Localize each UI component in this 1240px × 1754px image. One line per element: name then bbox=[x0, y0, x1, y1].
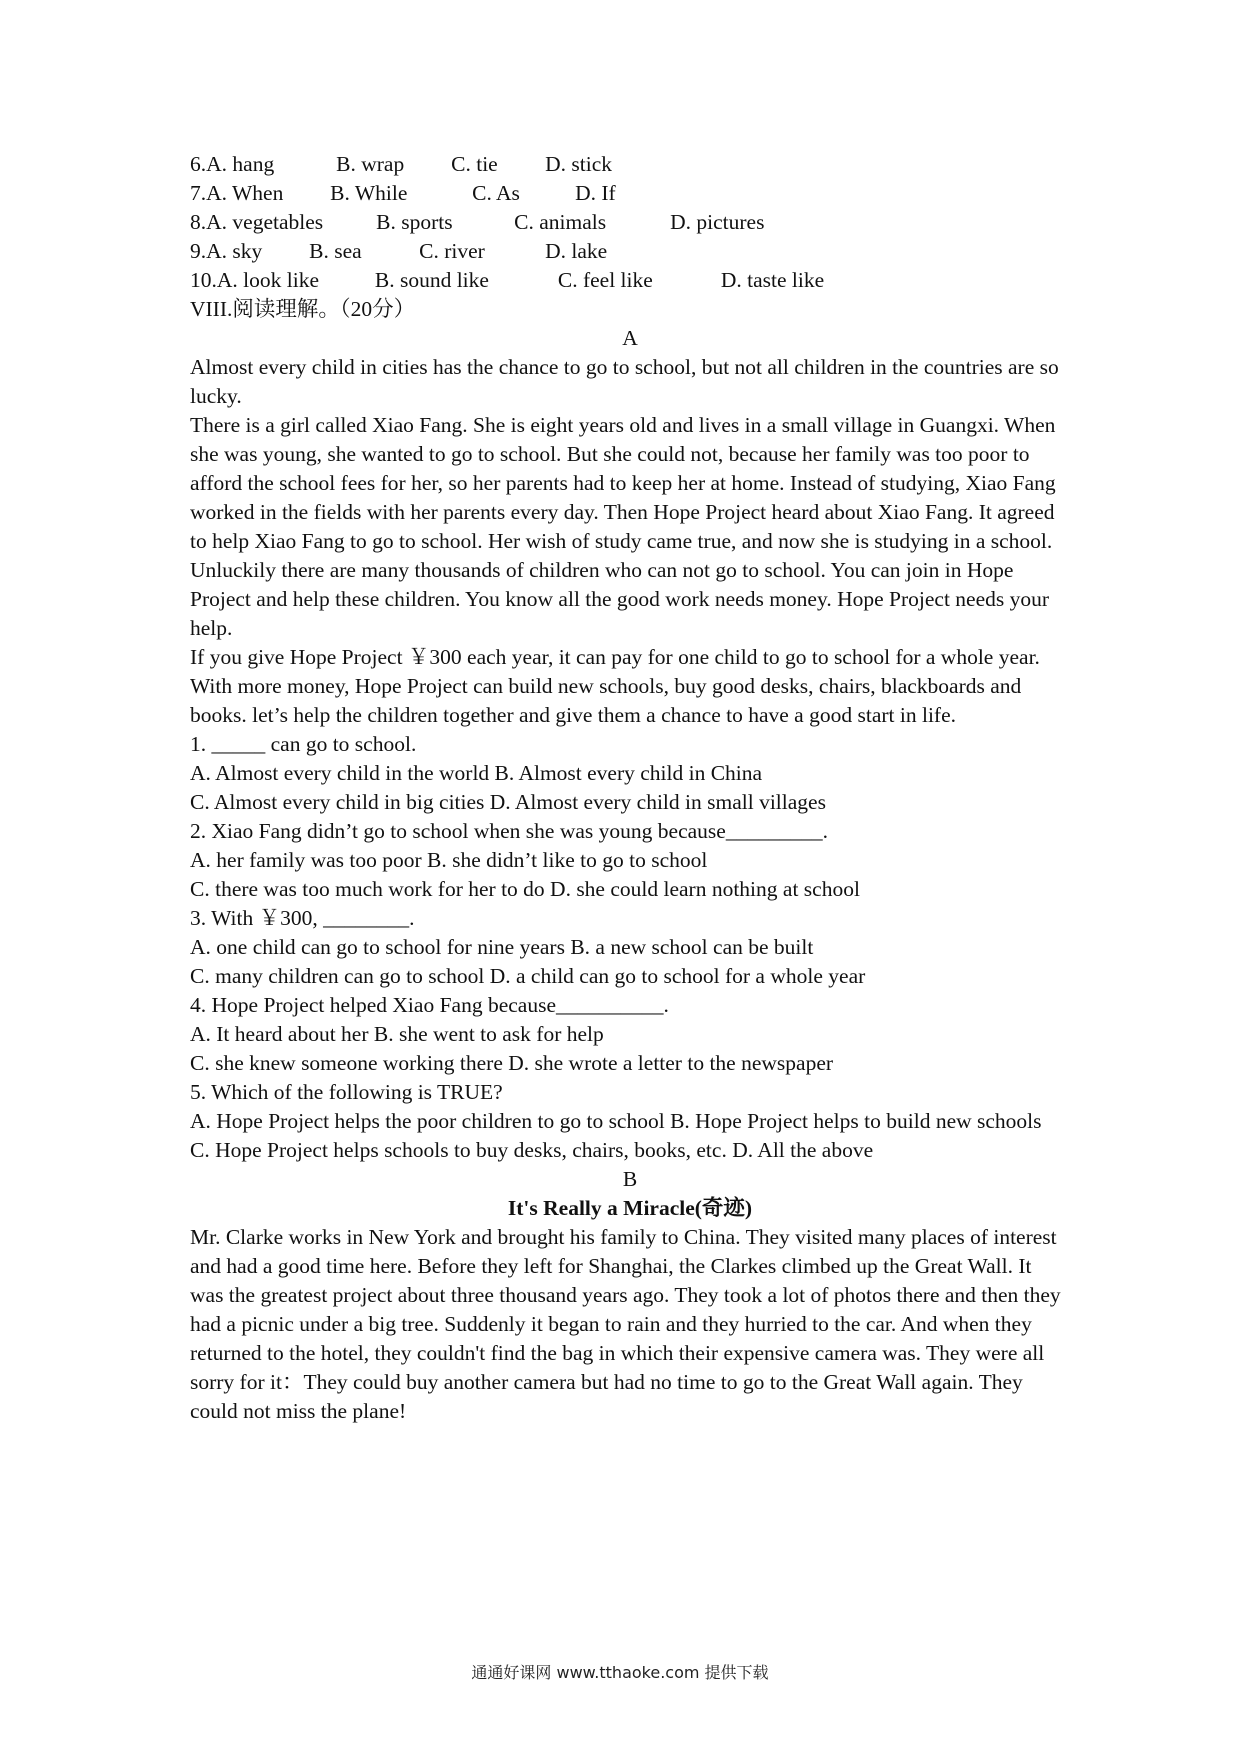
cloze-option-row: 9.A. sky B. sea C. river D. lake bbox=[190, 239, 608, 263]
question-stem: 1. _____ can go to school. bbox=[190, 732, 417, 756]
cloze-option-row: 7.A. When B. While C. As D. If bbox=[190, 181, 616, 205]
answer-options: C. Almost every child in big cities D. Almost every child in small villages bbox=[190, 790, 826, 814]
passage-b-label: B bbox=[622, 1167, 638, 1191]
answer-options: C. there was too much work for her to do D. she could learn nothing at school bbox=[190, 877, 860, 901]
answer-options: A. Hope Project helps the poor children to go to school B. Hope Project helps to build new schools bbox=[190, 1109, 1042, 1133]
cloze-option-row: 10.A. look like B. sound like C. feel like D. taste like bbox=[190, 268, 825, 292]
answer-options: A. one child can go to school for nine years B. a new school can be built bbox=[190, 935, 814, 959]
cloze-option-row: 8.A. vegetables B. sports C. animals D. pictures bbox=[190, 210, 765, 234]
answer-options: A. her family was too poor B. she didn’t like to go to school bbox=[190, 848, 708, 872]
cloze-option-row: 6.A. hang B. wrap C. tie D. stick bbox=[190, 152, 613, 176]
question-stem: 5. Which of the following is TRUE? bbox=[190, 1080, 503, 1104]
answer-options: C. she knew someone working there D. she wrote a letter to the newspaper bbox=[190, 1051, 834, 1075]
question-stem: 2. Xiao Fang didn’t go to school when she was young because_________. bbox=[190, 819, 828, 843]
passage-b-paragraph: Mr. Clarke works in New York and brought his family to China. They visited many places of interest and had a good time here. Before they left for Shanghai, the Clarkes climbed up the Great Wall. It was the greatest project about three thousand years ago. They took a lot of photos there and then they had a picnic under a big tree. Suddenly it began to rain and they hurried to the car. And when they returned to the hotel, they couldn't find the bag in which their expensive camera was. They were all sorry for it：They could buy another camera but had no time to go to the Great Wall again. They could not miss the plane! bbox=[190, 1225, 1061, 1423]
question-stem: 3. With ￥300, ________. bbox=[190, 906, 415, 930]
passage-a-paragraph: If you give Hope Project ￥300 each year, it can pay for one child to go to school for a whole year. With more money, Hope Project can build new schools, buy good desks, chairs, blackboards and books. let’s help the children together and give them a chance to have a good start in life. bbox=[190, 645, 1040, 727]
passage-b-title: It's Really a Miracle(奇迹) bbox=[507, 1196, 753, 1220]
document-page bbox=[190, 150, 1070, 1426]
question-stem: 4. Hope Project helped Xiao Fang because__________. bbox=[190, 993, 669, 1017]
cloze-option-list bbox=[190, 150, 1070, 295]
question-list bbox=[190, 730, 1070, 1165]
answer-options: A. Almost every child in the world B. Almost every child in China bbox=[190, 761, 763, 785]
section-heading: VIII.阅读理解。（20分） bbox=[190, 297, 416, 321]
passage-a-paragraph: There is a girl called Xiao Fang. She is eight years old and lives in a small village in Guangxi. When she was young, she wanted to go to school. But she could not, because her family was too poor to afford the school fees for her, so her parents had to keep her at home. Instead of studying, Xiao Fang worked in the fields with her parents every day. Then Hope Project heard about Xiao Fang. It agreed to help Xiao Fang to go to school. Her wish of study came true, and now she is studying in a school. bbox=[190, 413, 1056, 553]
passage-a-paragraph: Unluckily there are many thousands of children who can not go to school. You can join in Hope Project and help these children. You know all the good work needs money. Hope Project needs your help. bbox=[190, 558, 1050, 640]
passage-a-paragraph: Almost every child in cities has the chance to go to school, but not all children in the countries are so lucky. bbox=[190, 355, 1059, 408]
answer-options: A. It heard about her B. she went to ask for help bbox=[190, 1022, 604, 1046]
answer-options: C. Hope Project helps schools to buy desks, chairs, books, etc. D. All the above bbox=[190, 1138, 874, 1162]
page-footer: 通通好课网 www.tthaoke.com 提供下载 bbox=[471, 1663, 769, 1682]
answer-options: C. many children can go to school D. a child can go to school for a whole year bbox=[190, 964, 866, 988]
passage-a-label: A bbox=[622, 326, 638, 350]
